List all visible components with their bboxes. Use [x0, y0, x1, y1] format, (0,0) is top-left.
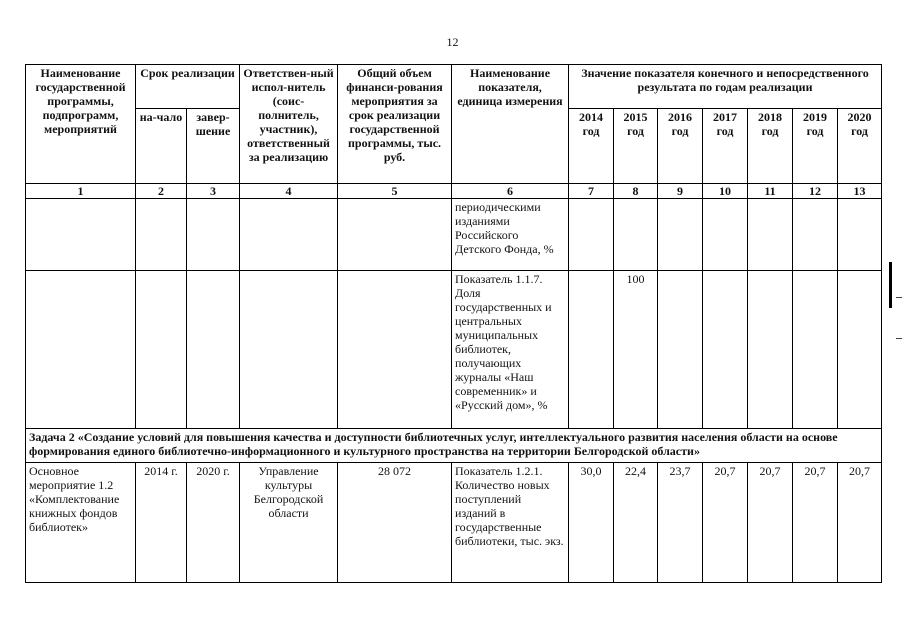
column-number-row	[26, 184, 882, 199]
measure-12-value-2019: 20,7	[793, 463, 838, 583]
measure-12-end: 2020 г.	[187, 463, 240, 583]
task-2-row	[26, 429, 882, 463]
column-number: 10	[703, 184, 748, 199]
table-row-measure-12	[26, 463, 882, 583]
indicator-117-value-2015: 100	[614, 271, 658, 429]
header-responsible: Ответствен-ный испол-нитель (соис-полнитель, участник), ответственный за реализацию	[240, 65, 338, 184]
column-number: 4	[240, 184, 338, 199]
header-year-2015: 2015 год	[614, 109, 658, 184]
scan-edge-mark	[889, 262, 892, 308]
program-table	[25, 64, 882, 583]
column-number: 8	[614, 184, 658, 199]
header-values-title: Значение показателя конечного и непосредственного результата по годам реализации	[569, 65, 882, 109]
measure-12-value-2014: 30,0	[569, 463, 614, 583]
header-year-2019: 2019 год	[793, 109, 838, 184]
task-2-heading: Задача 2 «Создание условий для повышения качества и доступности библиотечных услуг, интеллектуального развития населения области на основе формирования единого библиотечно-информационного и культурного пространства на территории Белгородской области»	[26, 429, 882, 463]
scan-edge-tick	[896, 338, 902, 339]
measure-12-value-2020: 20,7	[838, 463, 882, 583]
measure-12-responsible: Управление культуры Белгородской области	[240, 463, 338, 583]
measure-12-volume: 28 072	[338, 463, 452, 583]
column-number: 2	[136, 184, 187, 199]
header-year-2020: 2020 год	[838, 109, 882, 184]
measure-12-indicator: Показатель 1.2.1. Количество новых поступлений изданий в государственные библиотеки, тыс. экз.	[452, 463, 569, 583]
header-year-2016: 2016 год	[658, 109, 703, 184]
table-row-indicator-117	[26, 271, 882, 429]
column-number: 11	[748, 184, 793, 199]
scan-edge-tick	[896, 297, 902, 298]
measure-12-value-2017: 20,7	[703, 463, 748, 583]
header-end: завер-шение	[187, 109, 240, 184]
header-year-2018: 2018 год	[748, 109, 793, 184]
continued-indicator-text: периодическими изданиями Российского Детского Фонда, %	[452, 199, 569, 271]
table-row-continued	[26, 199, 882, 271]
measure-12-name: Основное мероприятие 1.2 «Комплектование книжных фондов библиотек»	[26, 463, 136, 583]
column-number: 9	[658, 184, 703, 199]
header-year-2017: 2017 год	[703, 109, 748, 184]
header-row-1	[26, 65, 882, 109]
header-volume: Общий объем финанси-рования мероприятия за срок реализации государственной программы, тыс. руб.	[338, 65, 452, 184]
measure-12-start: 2014 г.	[136, 463, 187, 583]
page-number: 12	[446, 35, 459, 49]
header-term: Срок реализации	[136, 65, 240, 109]
measure-12-value-2016: 23,7	[658, 463, 703, 583]
column-number: 12	[793, 184, 838, 199]
header-start: на-чало	[136, 109, 187, 184]
indicator-117-text: Показатель 1.1.7. Доля государственных и центральных муниципальных библиотек, получающих журналы «Наш современник» и «Русский дом», %	[452, 271, 569, 429]
measure-12-value-2018: 20,7	[748, 463, 793, 583]
header-indicator: Наименование показателя, единица измерения	[452, 65, 569, 184]
header-year-2014: 2014 год	[569, 109, 614, 184]
column-number: 3	[187, 184, 240, 199]
column-number: 5	[338, 184, 452, 199]
column-number: 7	[569, 184, 614, 199]
column-number: 13	[838, 184, 882, 199]
measure-12-value-2015: 22,4	[614, 463, 658, 583]
column-number: 1	[26, 184, 136, 199]
column-number: 6	[452, 184, 569, 199]
header-program-name: Наименование государственной программы, подпрограмм, мероприятий	[26, 65, 136, 184]
